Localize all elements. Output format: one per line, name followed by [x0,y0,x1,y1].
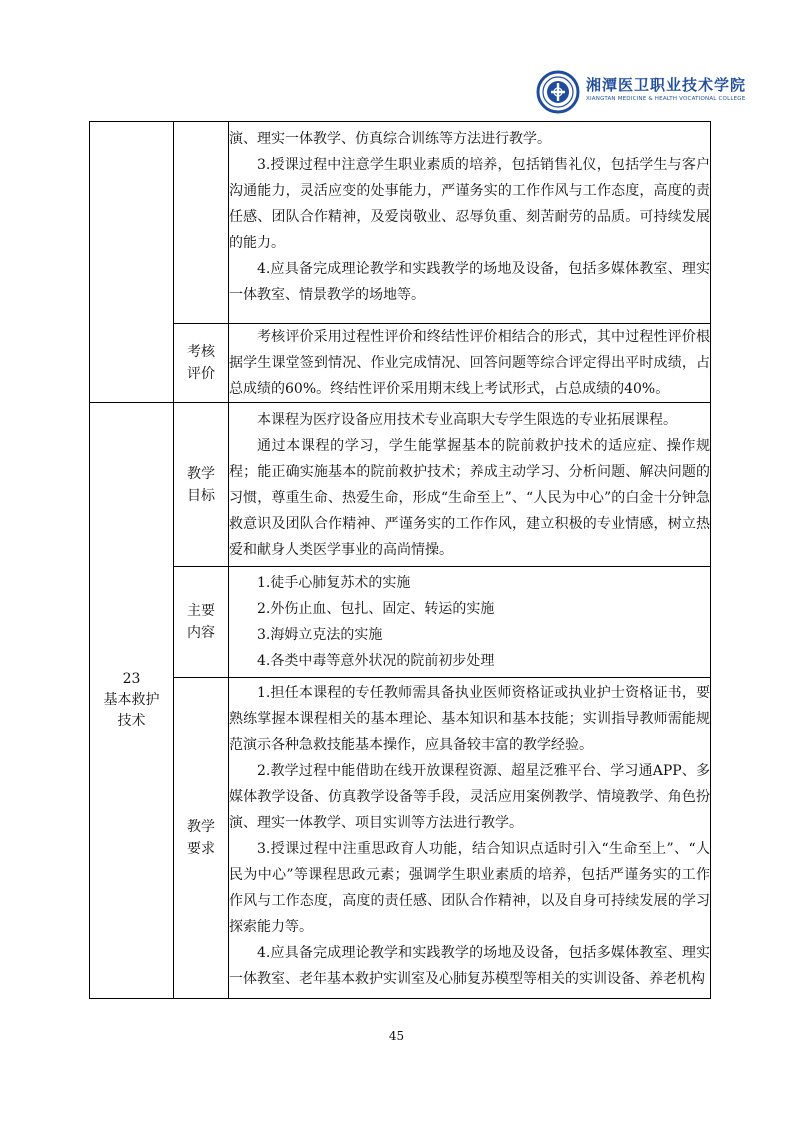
requirement-paragraph: 演、理实一体教学、仿真综合训练等方法进行教学。 [229,131,551,147]
prev-label-cell [174,122,229,324]
college-emblem-icon [536,70,580,114]
content-label-line2: 内容 [187,625,215,641]
req-label-line2: 要求 [187,841,215,857]
course-name-line2: 技术 [117,713,146,729]
table-row [90,122,711,324]
content-item: 4.各类中毒等意外状况的院前初步处理 [257,653,495,669]
assessment-text-cell [229,324,711,403]
goals-cell [229,403,711,567]
assessment-label-line1: 考核 [187,344,215,360]
goal-label-line2: 目标 [187,487,215,504]
requirements-cell [229,678,711,999]
table-row [90,403,711,567]
course-name-cell [90,403,174,999]
requirement-paragraph: 3.授课过程中注重思政育人功能，结合知识点适时引入“生命至上”、“人民为中心”等课程思政元素；强调学生职业素质的培养，包括严谨务实的工作作风与工作态度，高度的责任感、团队合作精神，以及自身可持续发展的学习探索能力等。 [229,841,710,935]
requirement-paragraph: 3.授课过程中注意学生职业素质的培养，包括销售礼仪，包括学生与客户沟通能力，灵活应变的处事能力，严谨务实的工作作风与工作态度，高度的责任感、团队合作精神，及爱岗敬业、忍辱负重、刻苦耐劳的品质。可持续发展的能力。 [229,157,710,251]
content-item: 2.外伤止血、包扎、固定、转运的实施 [257,601,495,617]
goal-label-cell [174,403,229,567]
contents-cell [229,567,711,678]
content-label-line1: 主要 [187,603,215,619]
requirement-paragraph: 4.应具备完成理论教学和实践教学的场地及设备，包括多媒体教室、理实一体教室、情景教学的场地等。 [229,261,710,303]
course-table [89,121,711,999]
assessment-label-line2: 评价 [187,366,215,382]
content-label-cell [174,567,229,678]
requirement-paragraph: 4.应具备完成理论教学和实践教学的场地及设备，包括多媒体教室、理实一体教室、老年基本救护实训室及心肺复苏模型等相关的实训设备、养老机构 [229,945,710,987]
content-item: 1.徒手心肺复苏术的实施 [257,575,411,591]
table-row [90,678,711,999]
requirement-paragraph: 1.担任本课程的专任教师需具备执业医师资格证或执业护士资格证书，要熟练掌握本课程相关的基本理论、基本知识和基本技能；实训指导教师需能规范演示各种急救技能基本操作，应具备较丰富的教学经验。 [229,685,710,753]
goal-paragraph: 通过本课程的学习，学生能掌握基本的院前救护技术的适应症、操作规程；能正确实施基本的院前救护技术；养成主动学习、分析问题、解决问题的习惯，尊重生命、热爱生命，形成“生命至上”、“人民为中心”的白金十分钟急救意识及团队合作精神、严谨务实的工作作风，建立积极的专业情感，树立热爱和献身人类医学事业的高尚情操。 [229,437,710,558]
assessment-label-cell [174,324,229,403]
requirement-paragraph: 2.教学过程中能借助在线开放课程资源、超星泛雅平台、学习通APP、多媒体教学设备、仿真教学设备等手段，灵活应用案例教学、情境教学、角色扮演、理实一体教学、项目实训等方法进行教学。 [229,763,710,831]
prev-requirements-cell [229,122,711,324]
goal-paragraph: 本课程为医疗设备应用技术专业高职大专学生限选的专业拓展课程。 [257,411,677,428]
content-item: 3.海姆立克法的实施 [257,627,383,643]
table-row [90,567,711,678]
course-name-line1: 基本救护 [103,692,160,708]
prev-course-cell [90,122,174,403]
page-number: 45 [388,1029,405,1043]
assessment-paragraph: 考核评价采用过程性评价和终结性评价相结合的形式，其中过程性评价根据学生课堂签到情况、作业完成情况、回答问题等综合评定得出平时成绩，占总成绩的60%。终结性评价采用期末线上考试形式，占总成绩的40%。 [229,329,710,397]
table-row [90,324,711,403]
course-number: 23 [122,671,141,687]
school-name-english: XIANGTAN MEDICINE & HEALTH VOCATIONAL COLLEGE [586,96,746,102]
school-name: 湘潭医卫职业技术学院 [586,76,747,94]
college-logo [536,68,747,116]
req-label-cell [174,678,229,999]
req-label-line1: 教学 [187,819,215,835]
goal-label-line1: 教学 [187,465,215,482]
